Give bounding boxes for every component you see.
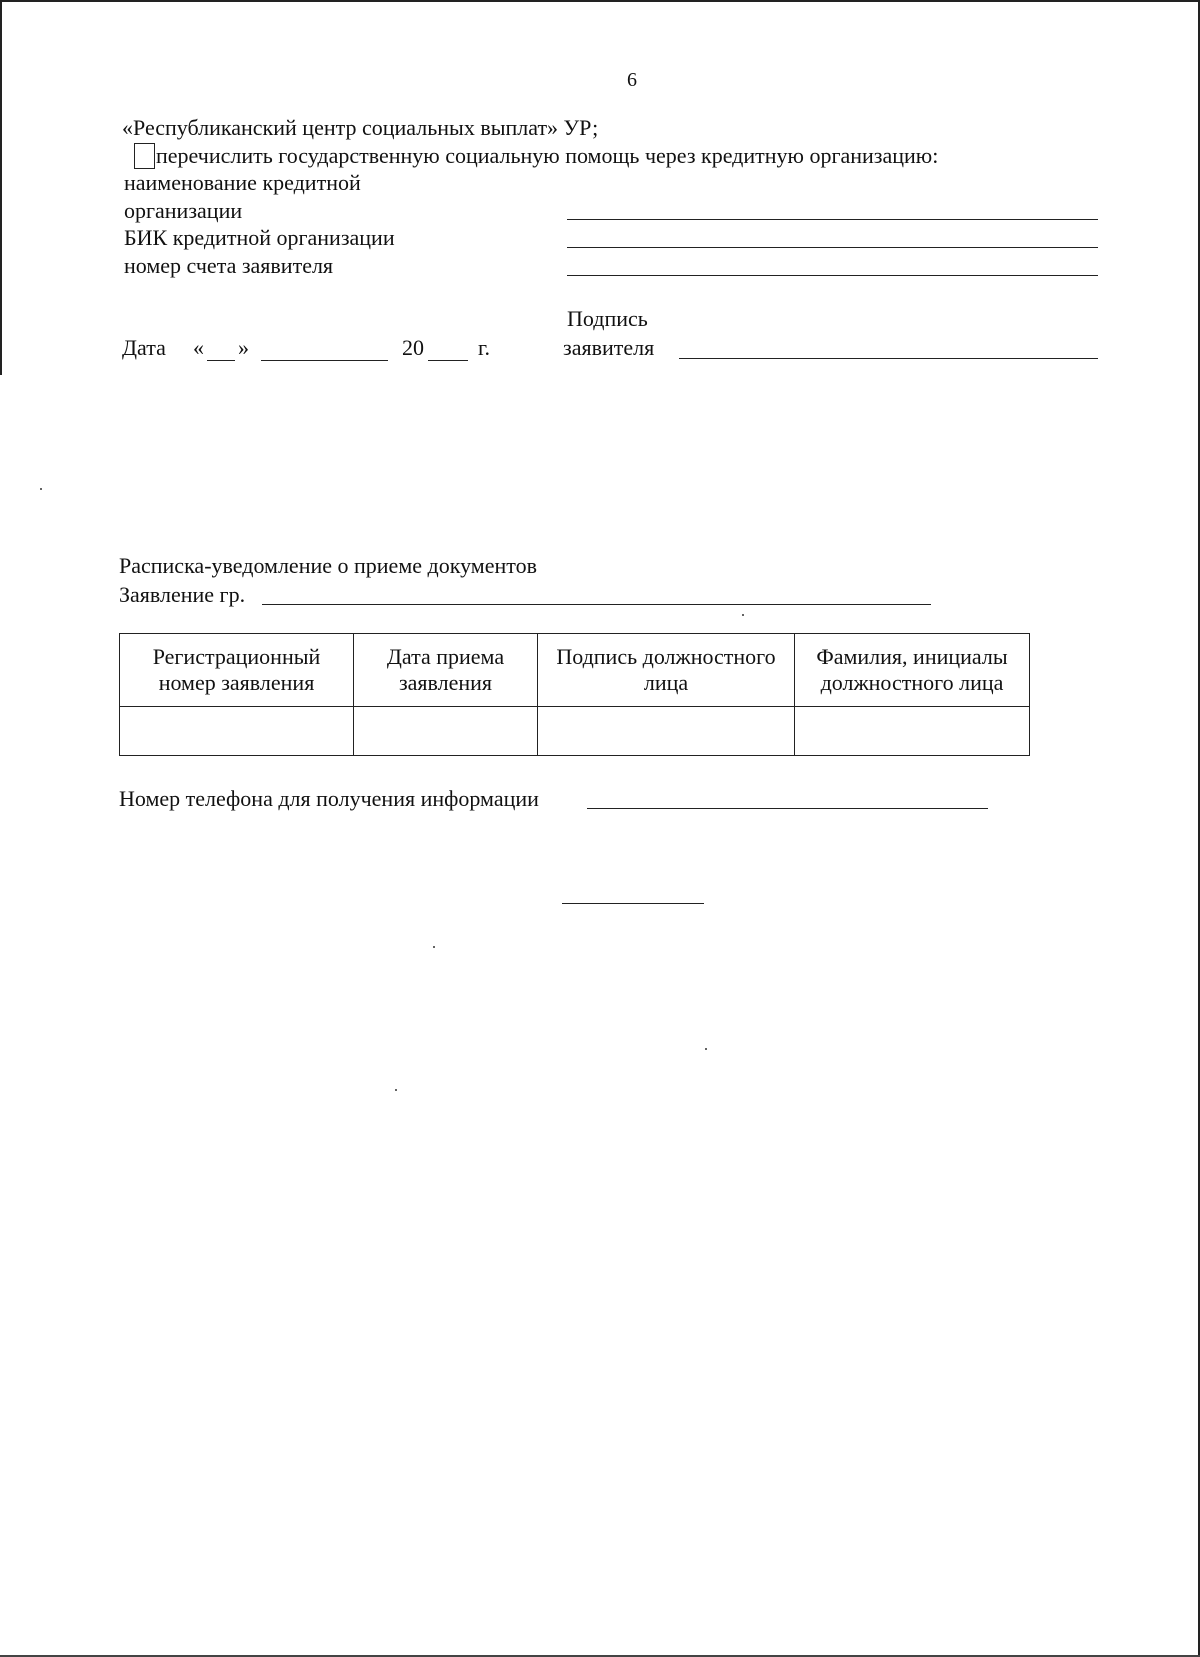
- cell-registration-number[interactable]: [120, 707, 354, 756]
- date-year-suffix: г.: [478, 335, 491, 360]
- column-header-registration-number: [120, 634, 354, 707]
- column-header-registration-number-line-1: Регистрационный: [152, 644, 321, 669]
- date-year-prefix: 20: [402, 335, 424, 360]
- bank-name-label-line-2: организации: [124, 198, 243, 223]
- phone-label: Номер телефона для получения информации: [119, 786, 539, 811]
- scan-speck: [705, 1048, 707, 1050]
- applicant-name-field[interactable]: [262, 604, 931, 605]
- bik-label: БИК кредитной организации: [124, 225, 395, 250]
- date-year-field[interactable]: [428, 360, 468, 361]
- signature-label-line-2: заявителя: [563, 335, 655, 360]
- date-label: Дата: [122, 335, 166, 360]
- scan-speck: [40, 488, 42, 490]
- scan-speck: [433, 946, 435, 948]
- column-header-acceptance-date-line-1: Дата приема: [386, 644, 505, 669]
- page-number: 6: [627, 69, 637, 91]
- application-label: Заявление гр.: [119, 582, 246, 607]
- date-quote-open: «: [193, 335, 204, 360]
- date-month-field[interactable]: [261, 360, 388, 361]
- account-label: номер счета заявителя: [124, 253, 334, 278]
- receipt-table-header-row: [120, 634, 1030, 707]
- scan-border-left: [0, 0, 2, 375]
- applicant-signature-field[interactable]: [679, 358, 1098, 359]
- signature-label-line-1: Подпись: [567, 306, 648, 331]
- receipt-table-row: [120, 707, 1030, 756]
- column-header-official-name-line-1: Фамилия, инициалы: [816, 644, 1008, 669]
- transfer-option-checkbox[interactable]: [134, 143, 155, 169]
- column-header-acceptance-date-line-2: заявления: [398, 670, 493, 695]
- date-quote-close: »: [238, 335, 249, 360]
- bik-field[interactable]: [567, 247, 1098, 248]
- column-header-registration-number-line-2: номер заявления: [158, 670, 315, 695]
- scan-border-top: [0, 0, 1200, 2]
- column-header-official-signature: [538, 634, 795, 707]
- receipt-title: Расписка-уведомление о приеме документов: [119, 553, 537, 578]
- account-field[interactable]: [567, 275, 1098, 276]
- date-day-field[interactable]: [207, 360, 235, 361]
- transfer-option-label: перечислить государственную социальную помощь через кредитную организацию:: [156, 143, 939, 168]
- scan-speck: [742, 614, 744, 616]
- bank-name-field[interactable]: [567, 219, 1098, 220]
- payment-center-line: «Республиканский центр социальных выплат» УР;: [122, 115, 599, 140]
- column-header-official-name: [795, 634, 1030, 707]
- cell-official-signature[interactable]: [538, 707, 795, 756]
- cell-acceptance-date[interactable]: [354, 707, 538, 756]
- cell-official-name[interactable]: [795, 707, 1030, 756]
- receipt-table: [119, 633, 1030, 756]
- column-header-official-name-line-2: должностного лица: [820, 670, 1004, 695]
- phone-field[interactable]: [587, 808, 988, 809]
- column-header-official-signature-line-2: лица: [643, 670, 689, 695]
- column-header-acceptance-date: [354, 634, 538, 707]
- end-separator-line: [562, 903, 704, 904]
- bank-name-label-line-1: наименование кредитной: [124, 170, 361, 195]
- scan-speck: [395, 1089, 397, 1091]
- column-header-official-signature-line-1: Подпись должностного: [556, 644, 776, 669]
